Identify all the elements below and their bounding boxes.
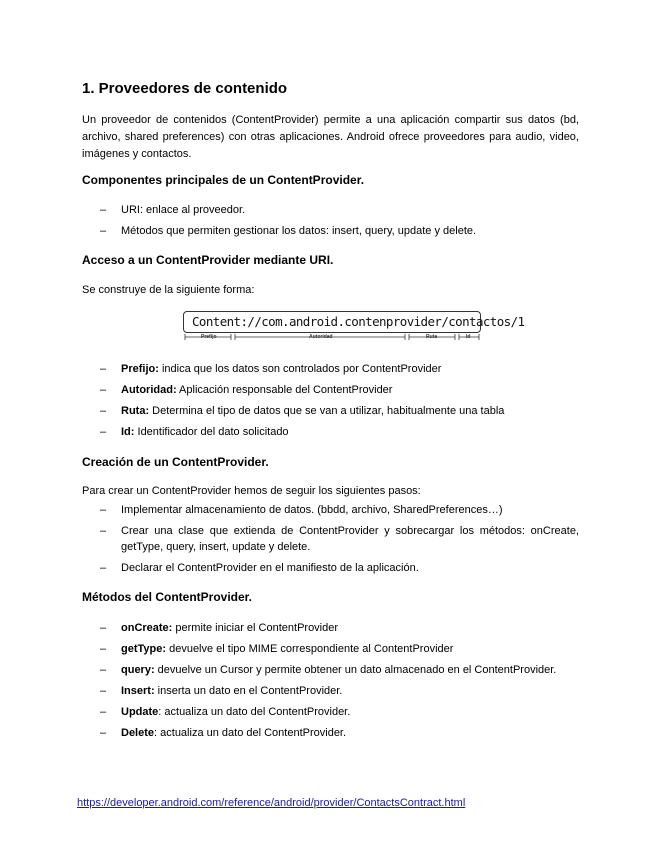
list-item (82, 725, 579, 741)
segment-label-ruta: Ruta (426, 334, 438, 340)
list-item (82, 502, 579, 518)
list-item-text: permite iniciar el ContentProvider (172, 622, 339, 634)
list-item-term: Delete (121, 727, 155, 739)
list-item (82, 683, 579, 699)
acceso-lead: Se construye de la siguiente forma: (82, 284, 255, 296)
reference-link[interactable]: https://developer.android.com/reference/android/provider/ContactsContract.html (77, 797, 466, 809)
creacion-lead: Para crear un ContentProvider hemos de seguir los siguientes pasos: (82, 485, 421, 497)
list-item-text: Declarar el ContentProvider en el manifiesto de la aplicación. (121, 562, 419, 574)
list-item-term: Insert: (121, 685, 155, 697)
bullet-dash: – (100, 664, 107, 676)
heading-metodos: Métodos del ContentProvider. (82, 590, 253, 604)
list-item (82, 424, 579, 440)
bullet-dash: – (100, 706, 107, 718)
bullet-dash: – (100, 204, 107, 216)
uri-segment-brackets (183, 311, 483, 345)
list-item-text: indica que los datos son controlados por ContentProvider (158, 363, 442, 375)
bullet-dash: – (100, 727, 107, 739)
bullet-dash: – (100, 643, 107, 655)
list-item (82, 560, 579, 576)
bullet-dash: – (100, 562, 107, 574)
list-item-text: URI: enlace al proveedor. (121, 204, 246, 216)
list-item-term: Id: (121, 426, 135, 438)
uri-diagram (183, 311, 525, 345)
bullet-dash: – (100, 363, 107, 375)
list-item-term: Prefijo: (121, 363, 159, 375)
list-item-text: Identificador del dato solicitado (134, 426, 289, 438)
list-item-term: getType: (121, 643, 167, 655)
list-item-text: Métodos que permiten gestionar los datos: insert, query, update y delete. (121, 225, 477, 237)
heading-acceso: Acceso a un ContentProvider mediante URI. (82, 253, 334, 267)
list-item (82, 382, 579, 398)
segment-label-prefijo: Prefijo (201, 334, 217, 340)
list-item (82, 523, 579, 555)
list-item-text: inserta un dato en el ContentProvider. (154, 685, 343, 697)
list-item-text: : actualiza un dato del ContentProvider. (154, 727, 347, 739)
segment-label-id: Id (466, 334, 471, 340)
list-item-text: devuelve el tipo MIME correspondiente al ContentProvider (166, 643, 454, 655)
list-item-text: Determina el tipo de datos que se van a utilizar, habitualmente una tabla (149, 405, 505, 417)
bullet-dash: – (100, 504, 107, 516)
list-item (82, 403, 579, 419)
list-item-term: Ruta: (121, 405, 150, 417)
list-item-text: : actualiza un dato del ContentProvider. (158, 706, 351, 718)
segment-label-autoridad: Autoridad (309, 334, 333, 340)
bullet-dash: – (100, 426, 107, 438)
page-title: 1. Proveedores de contenido (82, 80, 288, 97)
list-item (82, 202, 579, 218)
list-uri-parts (82, 361, 579, 445)
heading-creacion: Creación de un ContentProvider. (82, 455, 269, 469)
bullet-dash: – (100, 685, 107, 697)
list-item-term: onCreate: (121, 622, 173, 634)
uri-text: Content://com.android.contenprovider/contactos/1 (192, 314, 525, 329)
list-item-term: query: (121, 664, 155, 676)
list-item (82, 620, 579, 636)
list-item-text: Implementar almacenamiento de datos. (bbdd, archivo, SharedPreferences…) (121, 504, 503, 516)
list-item-text: devuelve un Cursor y permite obtener un dato almacenado en el ContentProvider. (154, 664, 557, 676)
bullet-dash: – (100, 225, 107, 237)
intro-paragraph: Un proveedor de contenidos (ContentProvider) permite a una aplicación compartir sus datos (bd, archivo, shared preferences) con otras aplicaciones. Android ofrece proveedores para audio, video, imágenes y contactos. (82, 114, 579, 160)
heading-componentes: Componentes principales de un ContentProvider. (82, 173, 365, 187)
list-item (82, 662, 579, 678)
list-item (82, 361, 579, 377)
list-creacion (82, 502, 579, 581)
list-item-term: Update (121, 706, 159, 718)
bullet-dash: – (100, 525, 107, 537)
bullet-dash: – (100, 384, 107, 396)
list-item (82, 641, 579, 657)
list-componentes (82, 202, 579, 244)
list-item (82, 223, 579, 239)
list-item-text: Aplicación responsable del ContentProvider (176, 384, 393, 396)
bullet-dash: – (100, 622, 107, 634)
list-metodos (82, 620, 579, 746)
list-item (82, 704, 579, 720)
list-item-text: Crear una clase que extienda de ContentProvider y sobrecargar los métodos: onCreate, getType, query, insert, update y delete. (121, 525, 579, 553)
list-item-term: Autoridad: (121, 384, 177, 396)
bullet-dash: – (100, 405, 107, 417)
